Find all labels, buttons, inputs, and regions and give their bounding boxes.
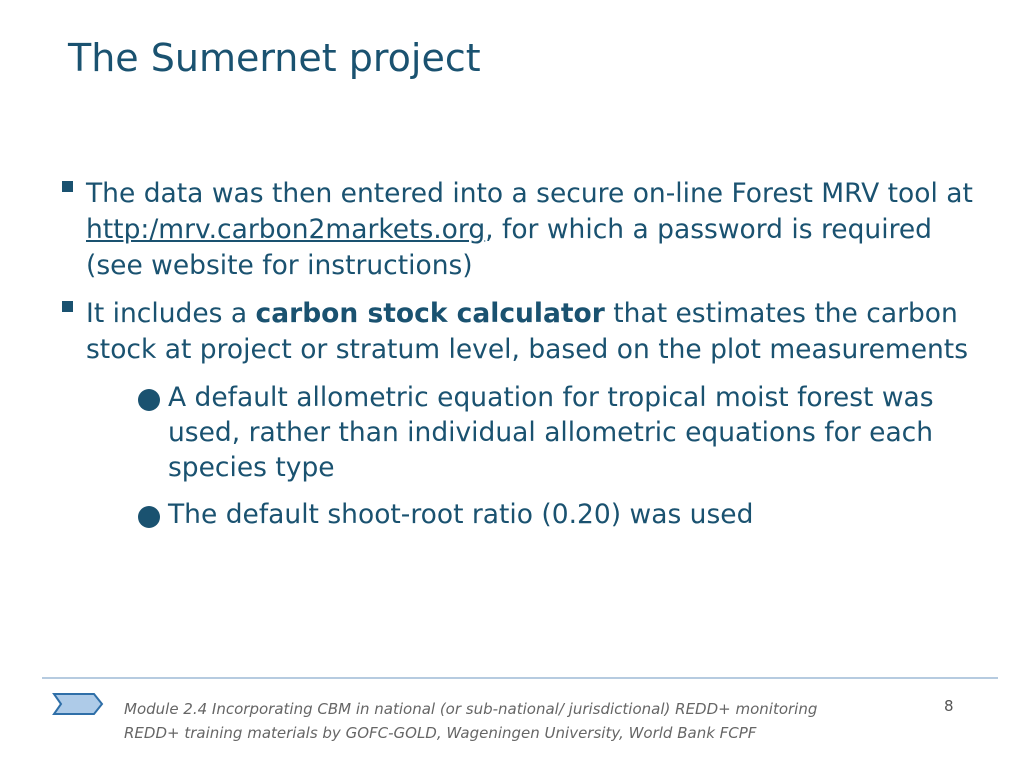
- sub-bullet-text: The default shoot-root ratio (0.20) was used: [168, 499, 754, 530]
- page-number: 8: [944, 697, 954, 715]
- sub-bullet-text: A default allometric equation for tropical moist forest was used, rather than individual allometric equations for each species type: [168, 382, 934, 483]
- bullet-item: [60, 176, 990, 284]
- mrv-tool-link[interactable]: http:/mrv.carbon2markets.org: [86, 214, 486, 245]
- bullet-text: , for which a password is required (see website for instructions): [86, 214, 933, 281]
- bullet-text: that estimates the carbon stock at project or stratum level, based on the plot measurements: [86, 298, 969, 365]
- footer-module-line: Module 2.4 Incorporating CBM in national (or sub-national/ jurisdictional) REDD+ monitoring: [124, 700, 818, 718]
- chevron-arrow-icon: [52, 692, 104, 716]
- bullet-text: The data was then entered into a secure on-line Forest MRV tool at: [86, 178, 973, 209]
- round-bullet-icon: [138, 389, 160, 411]
- slide-body: [60, 176, 990, 544]
- bullet-item: [60, 296, 990, 368]
- bullet-text: It includes a: [86, 298, 256, 329]
- footer-credits-line: REDD+ training materials by GOFC-GOLD, Wageningen University, World Bank FCPF: [124, 724, 757, 742]
- footer-text: [124, 697, 817, 745]
- footer-divider: [42, 677, 998, 679]
- slide-title: The Sumernet project: [68, 36, 481, 80]
- square-bullet-icon: [62, 181, 73, 192]
- round-bullet-icon: [138, 506, 160, 528]
- sub-bullet-item: [168, 497, 990, 532]
- square-bullet-icon: [62, 301, 73, 312]
- sub-bullet-item: [168, 380, 990, 485]
- bullet-bold-text: carbon stock calculator: [255, 298, 605, 329]
